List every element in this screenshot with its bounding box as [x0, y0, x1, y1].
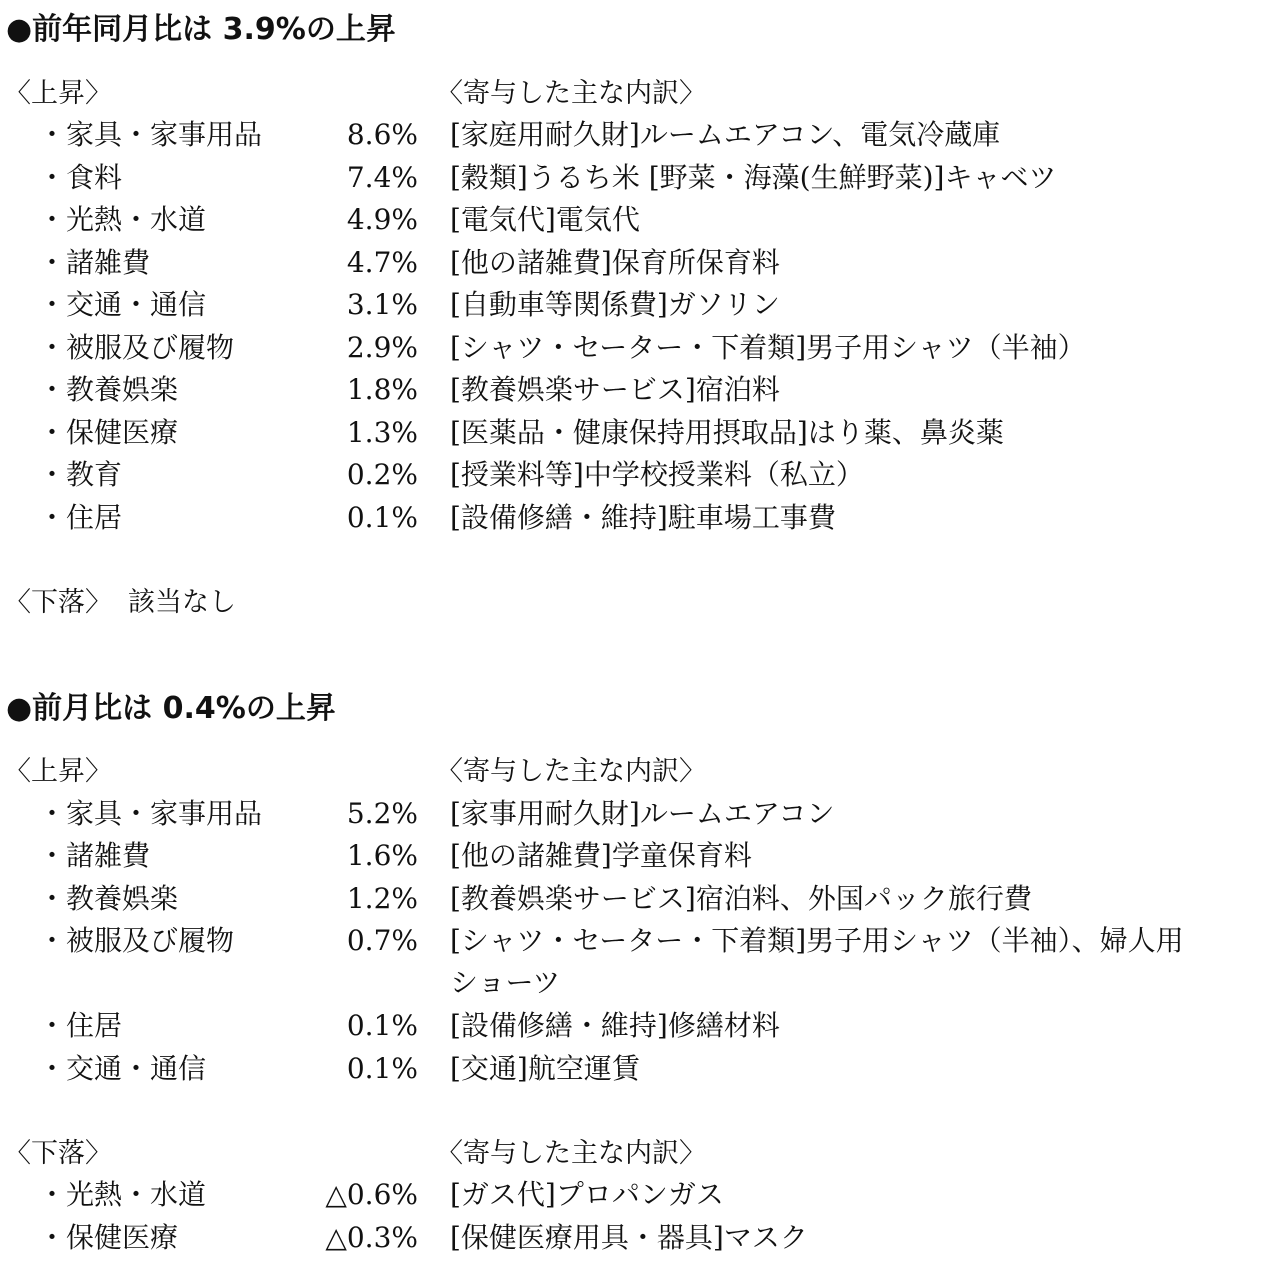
mom-heading: ●前月比は 0.4%の上昇 — [6, 691, 336, 726]
breakdown-detail: [電気代]電気代 — [450, 203, 640, 236]
table-row — [0, 497, 1280, 539]
percentage-value: 7.4% — [346, 161, 418, 194]
yoy-rise-label: 〈上昇〉 — [4, 78, 112, 109]
yoy-fall-label: 〈下落〉 — [4, 587, 112, 618]
breakdown-detail: [教養娯楽サービス]宿泊料、外国パック旅行費 — [450, 882, 1032, 915]
table-row — [0, 412, 1280, 454]
breakdown-detail: [授業料等]中学校授業料（私立） — [450, 458, 864, 491]
table-row — [0, 1048, 1280, 1090]
yoy-heading: ●前年同月比は 3.9%の上昇 — [6, 12, 396, 47]
percentage-value: 1.3% — [346, 416, 418, 449]
breakdown-detail: [シャツ・セーター・下着類]男子用シャツ（半袖） — [450, 331, 1086, 364]
percentage-value: △0.6% — [325, 1178, 418, 1211]
table-row — [0, 920, 1280, 1004]
percentage-value: 4.9% — [346, 203, 418, 236]
category-label: ・教養娯楽 — [38, 373, 179, 406]
category-label: ・住居 — [38, 1009, 123, 1042]
table-row — [0, 1217, 1280, 1259]
breakdown-detail: [医薬品・健康保持用摂取品]はり薬、鼻炎薬 — [450, 416, 1004, 449]
percentage-value: 0.1% — [346, 501, 418, 534]
percentage-value: 1.6% — [346, 839, 418, 872]
breakdown-detail: [交通]航空運賃 — [450, 1052, 640, 1085]
breakdown-detail: [教養娯楽サービス]宿泊料 — [450, 373, 780, 406]
category-label: ・諸雑費 — [38, 839, 151, 872]
table-row — [0, 284, 1280, 326]
breakdown-detail: [自動車等関係費]ガソリン — [450, 288, 780, 321]
percentage-value: 3.1% — [346, 288, 418, 321]
category-label: ・光熱・水道 — [38, 203, 207, 236]
breakdown-detail: [家事用耐久財]ルームエアコン — [450, 797, 835, 830]
category-label: ・被服及び履物 — [38, 924, 235, 957]
percentage-value: 0.7% — [346, 924, 418, 957]
category-label: ・住居 — [38, 501, 123, 534]
category-label: ・家具・家事用品 — [38, 118, 263, 151]
percentage-value: 1.8% — [346, 373, 418, 406]
category-label: ・被服及び履物 — [38, 331, 235, 364]
table-row — [0, 369, 1280, 411]
category-label: ・教養娯楽 — [38, 882, 179, 915]
breakdown-detail: [設備修繕・維持]修繕材料 — [450, 1009, 780, 1042]
breakdown-detail: [穀類]うるち米 [野菜・海藻(生鮮野菜)]キャベツ — [450, 161, 1057, 194]
table-row — [0, 199, 1280, 241]
table-row — [0, 157, 1280, 199]
category-label: ・保健医療 — [38, 416, 179, 449]
breakdown-detail: [設備修繕・維持]駐車場工事費 — [450, 501, 836, 534]
table-row — [0, 114, 1280, 156]
category-label: ・交通・通信 — [38, 1052, 207, 1085]
table-row — [0, 327, 1280, 369]
table-row — [0, 454, 1280, 496]
percentage-value: 4.7% — [346, 246, 418, 279]
category-label: ・交通・通信 — [38, 288, 207, 321]
yoy-fall-none: 該当なし — [128, 587, 236, 618]
breakdown-detail: [シャツ・セーター・下着類]男子用シャツ（半袖）、婦人用 — [450, 924, 1184, 957]
category-label: ・食料 — [38, 161, 123, 194]
percentage-value: 1.2% — [346, 882, 418, 915]
percentage-value: 0.1% — [346, 1052, 418, 1085]
table-row — [0, 1174, 1280, 1216]
category-label: ・諸雑費 — [38, 246, 151, 279]
table-row — [0, 242, 1280, 284]
mom-fall-label: 〈下落〉 — [4, 1138, 112, 1169]
category-label: ・保健医療 — [38, 1221, 179, 1254]
table-row — [0, 793, 1280, 835]
breakdown-detail: [他の諸雑費]保育所保育料 — [450, 246, 780, 279]
category-label: ・光熱・水道 — [38, 1178, 207, 1211]
percentage-value: 5.2% — [346, 797, 418, 830]
yoy-breakdown-label: 〈寄与した主な内訳〉 — [436, 78, 706, 109]
mom-fall-breakdown-label: 〈寄与した主な内訳〉 — [436, 1138, 706, 1169]
table-row — [0, 835, 1280, 877]
table-row — [0, 878, 1280, 920]
breakdown-detail: [保健医療用具・器具]マスク — [450, 1221, 808, 1254]
table-row — [0, 1005, 1280, 1047]
percentage-value: 8.6% — [346, 118, 418, 151]
percentage-value: 0.1% — [346, 1009, 418, 1042]
percentage-value: 2.9% — [346, 331, 418, 364]
percentage-value: △0.3% — [325, 1221, 418, 1254]
breakdown-detail-continued: ショーツ — [450, 966, 561, 999]
percentage-value: 0.2% — [346, 458, 418, 491]
breakdown-detail: [他の諸雑費]学童保育料 — [450, 839, 752, 872]
category-label: ・家具・家事用品 — [38, 797, 263, 830]
breakdown-detail: [家庭用耐久財]ルームエアコン、電気冷蔵庫 — [450, 118, 1001, 151]
mom-rise-label: 〈上昇〉 — [4, 756, 112, 787]
mom-breakdown-label: 〈寄与した主な内訳〉 — [436, 756, 706, 787]
category-label: ・教育 — [38, 458, 123, 491]
breakdown-detail: [ガス代]プロパンガス — [450, 1178, 724, 1211]
